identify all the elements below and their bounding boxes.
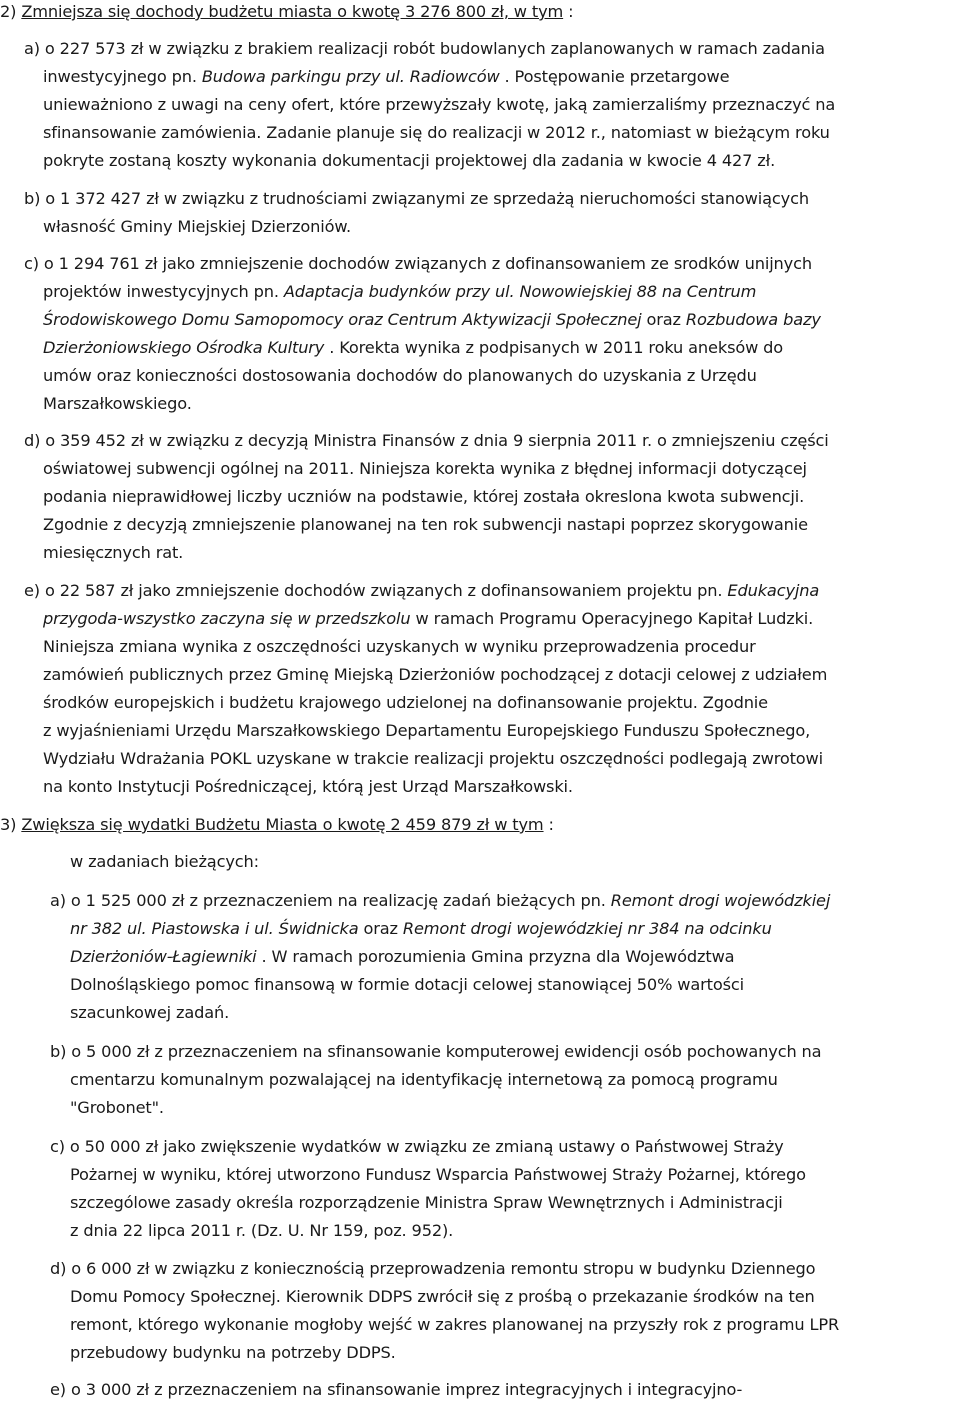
text-line: b) o 1 372 427 zł w związku z trudnościami związanymi ze sprzedażą nieruchomości stanowiących (24, 189, 809, 208)
section-2-item-a (24, 35, 835, 175)
text-line: umów oraz konieczności dostosowania dochodów do planowanych do uzyskania z Urzędu (43, 366, 757, 385)
text-line: na konto Instytucji Pośredniczącej, którą jest Urząd Marszałkowski. (43, 777, 573, 796)
text-line: e) o 22 587 zł jako zmniejszenie dochodów związanych z dofinansowaniem projektu pn. Edukacyjna (24, 581, 820, 600)
text-line: a) o 1 525 000 zł z przeznaczeniem na realizację zadań bieżących pn. Remont drogi wojewódzkiej (50, 891, 831, 910)
project-name: Dzierżoniowskiego Ośrodka Kultury (43, 338, 325, 357)
text-line: Zgodnie z decyzją zmniejszenie planowanej na ten rok subwencji nastapi poprzez skorygowanie (43, 515, 808, 534)
project-name: Remont drogi wojewódzkiej (610, 891, 831, 910)
project-name: Budowa parkingu przy ul. Radiowców (201, 67, 500, 86)
project-name: Adaptacja budynków przy ul. Nowowiejskiej 88 na Centrum (283, 282, 757, 301)
text-line: e) o 3 000 zł z przeznaczeniem na sfinansowanie imprez integracyjnych i integracyjno- (50, 1380, 743, 1399)
text-line: przebudowy budynku na potrzeby DDPS. (70, 1343, 396, 1362)
section-2-number: 2) (0, 2, 17, 21)
text-line: szacunkowej zadań. (70, 1003, 230, 1022)
text-line: pokryte zostaną koszty wykonania dokumentacji projektowej dla zadania w kwocie 4 427 zł. (43, 151, 776, 170)
text-line: b) o 5 000 zł z przeznaczeniem na sfinansowanie komputerowej ewidencji osób pochowanych na (50, 1042, 822, 1061)
section-3-heading-text: Zwiększa się wydatki Budżetu Miasta o kwotę 2 459 879 zł w tym (21, 815, 544, 834)
text-line: d) o 359 452 zł w związku z decyzją Ministra Finansów z dnia 9 sierpnia 2011 r. o zmniejszeniu części (24, 431, 829, 450)
text-line: Pożarnej w wyniku, której utworzono Fundusz Wsparcia Państwowej Straży Pożarnej, którego (70, 1165, 806, 1184)
section-3-item-e (50, 1376, 742, 1404)
section-3-subheading: w zadaniach bieżących: (70, 852, 259, 871)
text-line: projektów inwestycyjnych pn. Adaptacja budynków przy ul. Nowowiejskiej 88 na Centrum (43, 282, 757, 301)
project-name: przygoda-wszystko zaczyna się w przedszkolu (43, 609, 411, 628)
text-line: Wydziału Wdrażania POKL uzyskane w trakcie realizacji projektu oszczędności podlegają zwrotowi (43, 749, 823, 768)
section-2-heading-text: Zmniejsza się dochody budżetu miasta o kwotę 3 276 800 zł, w tym (21, 2, 564, 21)
text-line: c) o 50 000 zł jako zwiększenie wydatków w związku ze zmianą ustawy o Państwowej Straży (50, 1137, 784, 1156)
section-3-number: 3) (0, 815, 17, 834)
text-line: zamówień publicznych przez Gminę Miejską Dzierżoniów pochodzącej z dotacji celowej z udziałem (43, 665, 828, 684)
text-line: Niniejsza zmiana wynika z oszczędności uzyskanych w wyniku przeprowadzenia procedur (43, 637, 756, 656)
section-3-item-c (50, 1133, 806, 1245)
text-line: Domu Pomocy Społecznej. Kierownik DDPS zwrócił się z prośbą o przekazanie środków na ten (70, 1287, 815, 1306)
text-line: Dolnośląskiego pomoc finansową w formie dotacji celowej stanowiącej 50% wartości (70, 975, 745, 994)
text-line: oświatowej subwencji ogólnej na 2011. Niniejsza korekta wynika z błędnej informacji dotyczącej (43, 459, 807, 478)
section-2-item-b (24, 185, 809, 241)
text-line: Marszałkowskiego. (43, 394, 192, 413)
text-line: c) o 1 294 761 zł jako zmniejszenie dochodów związanych z dofinansowaniem ze srodków unijnych (24, 254, 812, 273)
text-line: przygoda-wszystko zaczyna się w przedszkolu w ramach Programu Operacyjnego Kapitał Ludzki. (43, 609, 814, 628)
project-name: Remont drogi wojewódzkiej nr 384 na odcinku (402, 919, 772, 938)
project-name: Edukacyjna (727, 581, 820, 600)
text-line: a) o 227 573 zł w związku z brakiem realizacji robót budowlanych zaplanowanych w ramach zadania (24, 39, 825, 58)
text-line: nr 382 ul. Piastowska i ul. Świdnicka oraz Remont drogi wojewódzkiej nr 384 na odcinku (70, 919, 772, 938)
text-line: Dzierżoniowskiego Ośrodka Kultury . Korekta wynika z podpisanych w 2011 roku aneksów do (43, 338, 784, 357)
project-name: nr 382 ul. Piastowska i ul. Świdnicka (70, 919, 359, 938)
text-line: d) o 6 000 zł w związku z koniecznością przeprowadzenia remontu stropu w budynku Dziennego (50, 1259, 816, 1278)
section-2-item-c (24, 250, 821, 418)
section-3-item-b (50, 1038, 821, 1122)
text-line: Dzierżoniów-Łagiewniki . W ramach porozumienia Gmina przyzna dla Województwa (70, 947, 735, 966)
text-line: sfinansowanie zamówienia. Zadanie planuje się do realizacji w 2012 r., natomiast w bieżącym roku (43, 123, 830, 142)
text-line: "Grobonet". (70, 1098, 164, 1117)
section-2-item-e (24, 577, 827, 801)
text-line: podania nieprawidłowej liczby uczniów na podstawie, której została okreslona kwota subwencji. (43, 487, 805, 506)
text-line: Środowiskowego Domu Samopomocy oraz Centrum Aktywizacji Społecznej oraz Rozbudowa bazy (43, 310, 821, 329)
text-line: środków europejskich i budżetu krajowego udzielonej na dofinansowanie projektu. Zgodnie (43, 693, 768, 712)
text-line: inwestycyjnego pn. Budowa parkingu przy ul. Radiowców . Postępowanie przetargowe (43, 67, 730, 86)
project-name: Dzierżoniów-Łagiewniki (70, 947, 257, 966)
section-2-heading (0, 0, 573, 26)
project-name: Środowiskowego Domu Samopomocy oraz Centrum Aktywizacji Społecznej (43, 310, 642, 329)
project-name: Rozbudowa bazy (685, 310, 821, 329)
section-3-item-d (50, 1255, 839, 1367)
text-line: własność Gminy Miejskiej Dzierzoniów. (43, 217, 351, 236)
text-line: z wyjaśnieniami Urzędu Marszałkowskiego Departamentu Europejskiego Funduszu Społecznego, (43, 721, 811, 740)
text-line: unieważniono z uwagi na ceny ofert, które przewyższały kwotę, jaką zamierzaliśmy przeznaczyć na (43, 95, 836, 114)
text-line: remont, którego wykonanie mogłoby wejść w zakres planowanej na przyszły rok z programu LPR (70, 1315, 840, 1334)
text-line: miesięcznych rat. (43, 543, 184, 562)
section-2-item-d (24, 427, 829, 567)
section-3-item-a (50, 887, 830, 1027)
text-line: cmentarzu komunalnym pozwalającej na identyfikację internetową za pomocą programu (70, 1070, 778, 1089)
section-2-heading-tail: : (563, 2, 574, 21)
text-line: szczególowe zasady określa rozporządzenie Ministra Spraw Wewnętrznych i Administracji (70, 1193, 783, 1212)
text-line: z dnia 22 lipca 2011 r. (Dz. U. Nr 159, poz. 952). (70, 1221, 454, 1240)
section-3-heading (0, 811, 554, 839)
section-3-heading-tail: : (543, 815, 554, 834)
